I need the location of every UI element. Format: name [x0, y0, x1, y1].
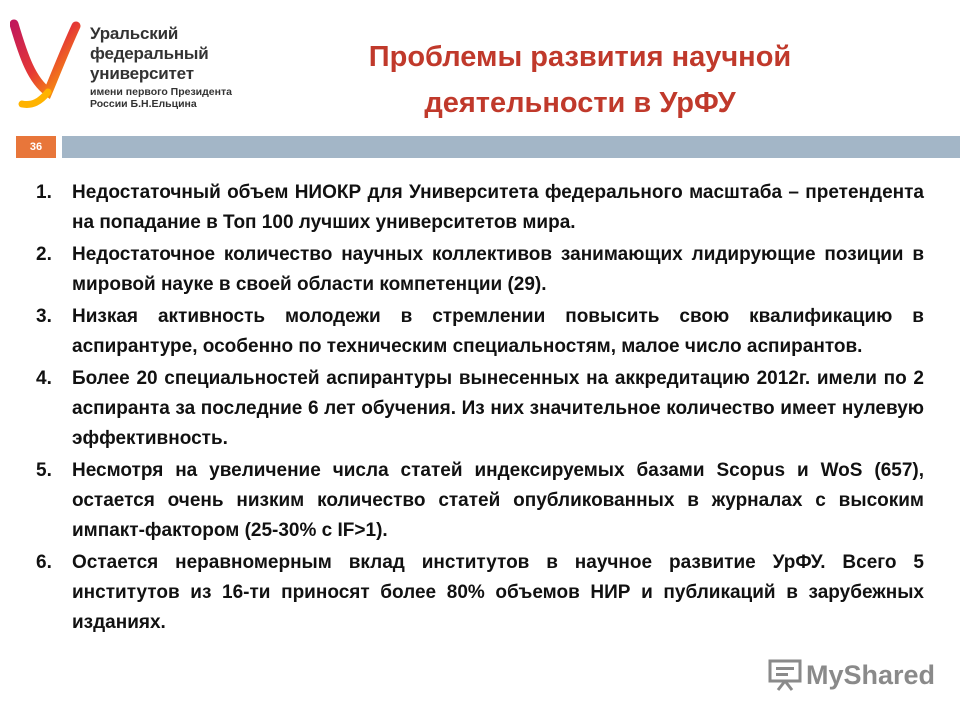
logo-line-1: Уральский: [90, 24, 179, 43]
list-item-text: Низкая активность молодежи в стремлении повысить свою квалификацию в аспирантуре, особенно по техническим специальностям, малое число аспирантов.: [72, 306, 924, 357]
watermark-text: MyShared: [806, 660, 936, 690]
list-item-number: 4.: [36, 368, 52, 389]
university-logo: [10, 18, 240, 118]
list-item-text: Несмотря на увеличение числа статей индексируемых базами Scopus и WoS (657), остается очень низким количество статей опубликованных в журналах с высоким импакт-фактором (25-30% с IF>1).: [72, 460, 924, 541]
list-item-text: Более 20 специальностей аспирантуры вынесенных на аккредитацию 2012г. имели по 2 аспиранта за последние 6 лет обучения. Из них значительное количество имеет нулевую эффективность.: [72, 368, 924, 449]
urfu-emblem-icon: [10, 18, 82, 114]
slide-title: Проблемы развития научной деятельности в УрФУ: [368, 41, 792, 119]
logo-line-3: университет: [90, 64, 194, 83]
list-item: [36, 364, 924, 454]
logo-line-2: федеральный: [90, 44, 209, 63]
list-item-number: 5.: [36, 460, 52, 481]
presentation-icon: [768, 658, 802, 692]
header-band-gap: [0, 136, 14, 158]
list-item: [36, 240, 924, 300]
header-band: [62, 136, 960, 158]
list-item: [36, 302, 924, 362]
list-item-number: 6.: [36, 552, 52, 573]
list-item-number: 3.: [36, 306, 52, 327]
watermark: [768, 656, 938, 696]
list-item-text: Остается неравномерным вклад институтов в научное развитие УрФУ. Всего 5 институтов из 16-ти приносят более 80% объемов НИР и публикаций в зарубежных изданиях.: [72, 552, 924, 633]
list-item-text: Недостаточное количество научных коллективов занимающих лидирующие позиции в мировой науке в своей области компетенции (29).: [72, 244, 924, 295]
logo-sub-2: России Б.Н.Ельцина: [90, 98, 197, 110]
list-item-number: 1.: [36, 182, 52, 203]
list-item-text: Недостаточный объем НИОКР для Университета федерального масштаба – претендента на попадание в Топ 100 лучших университетов мира.: [72, 182, 924, 233]
problems-list: [36, 178, 924, 640]
list-item: [36, 178, 924, 238]
slide-number: 36: [16, 136, 56, 158]
list-item: [36, 548, 924, 638]
logo-sub-1: имени первого Президента: [90, 86, 232, 98]
list-item-number: 2.: [36, 244, 52, 265]
list-item: [36, 456, 924, 546]
